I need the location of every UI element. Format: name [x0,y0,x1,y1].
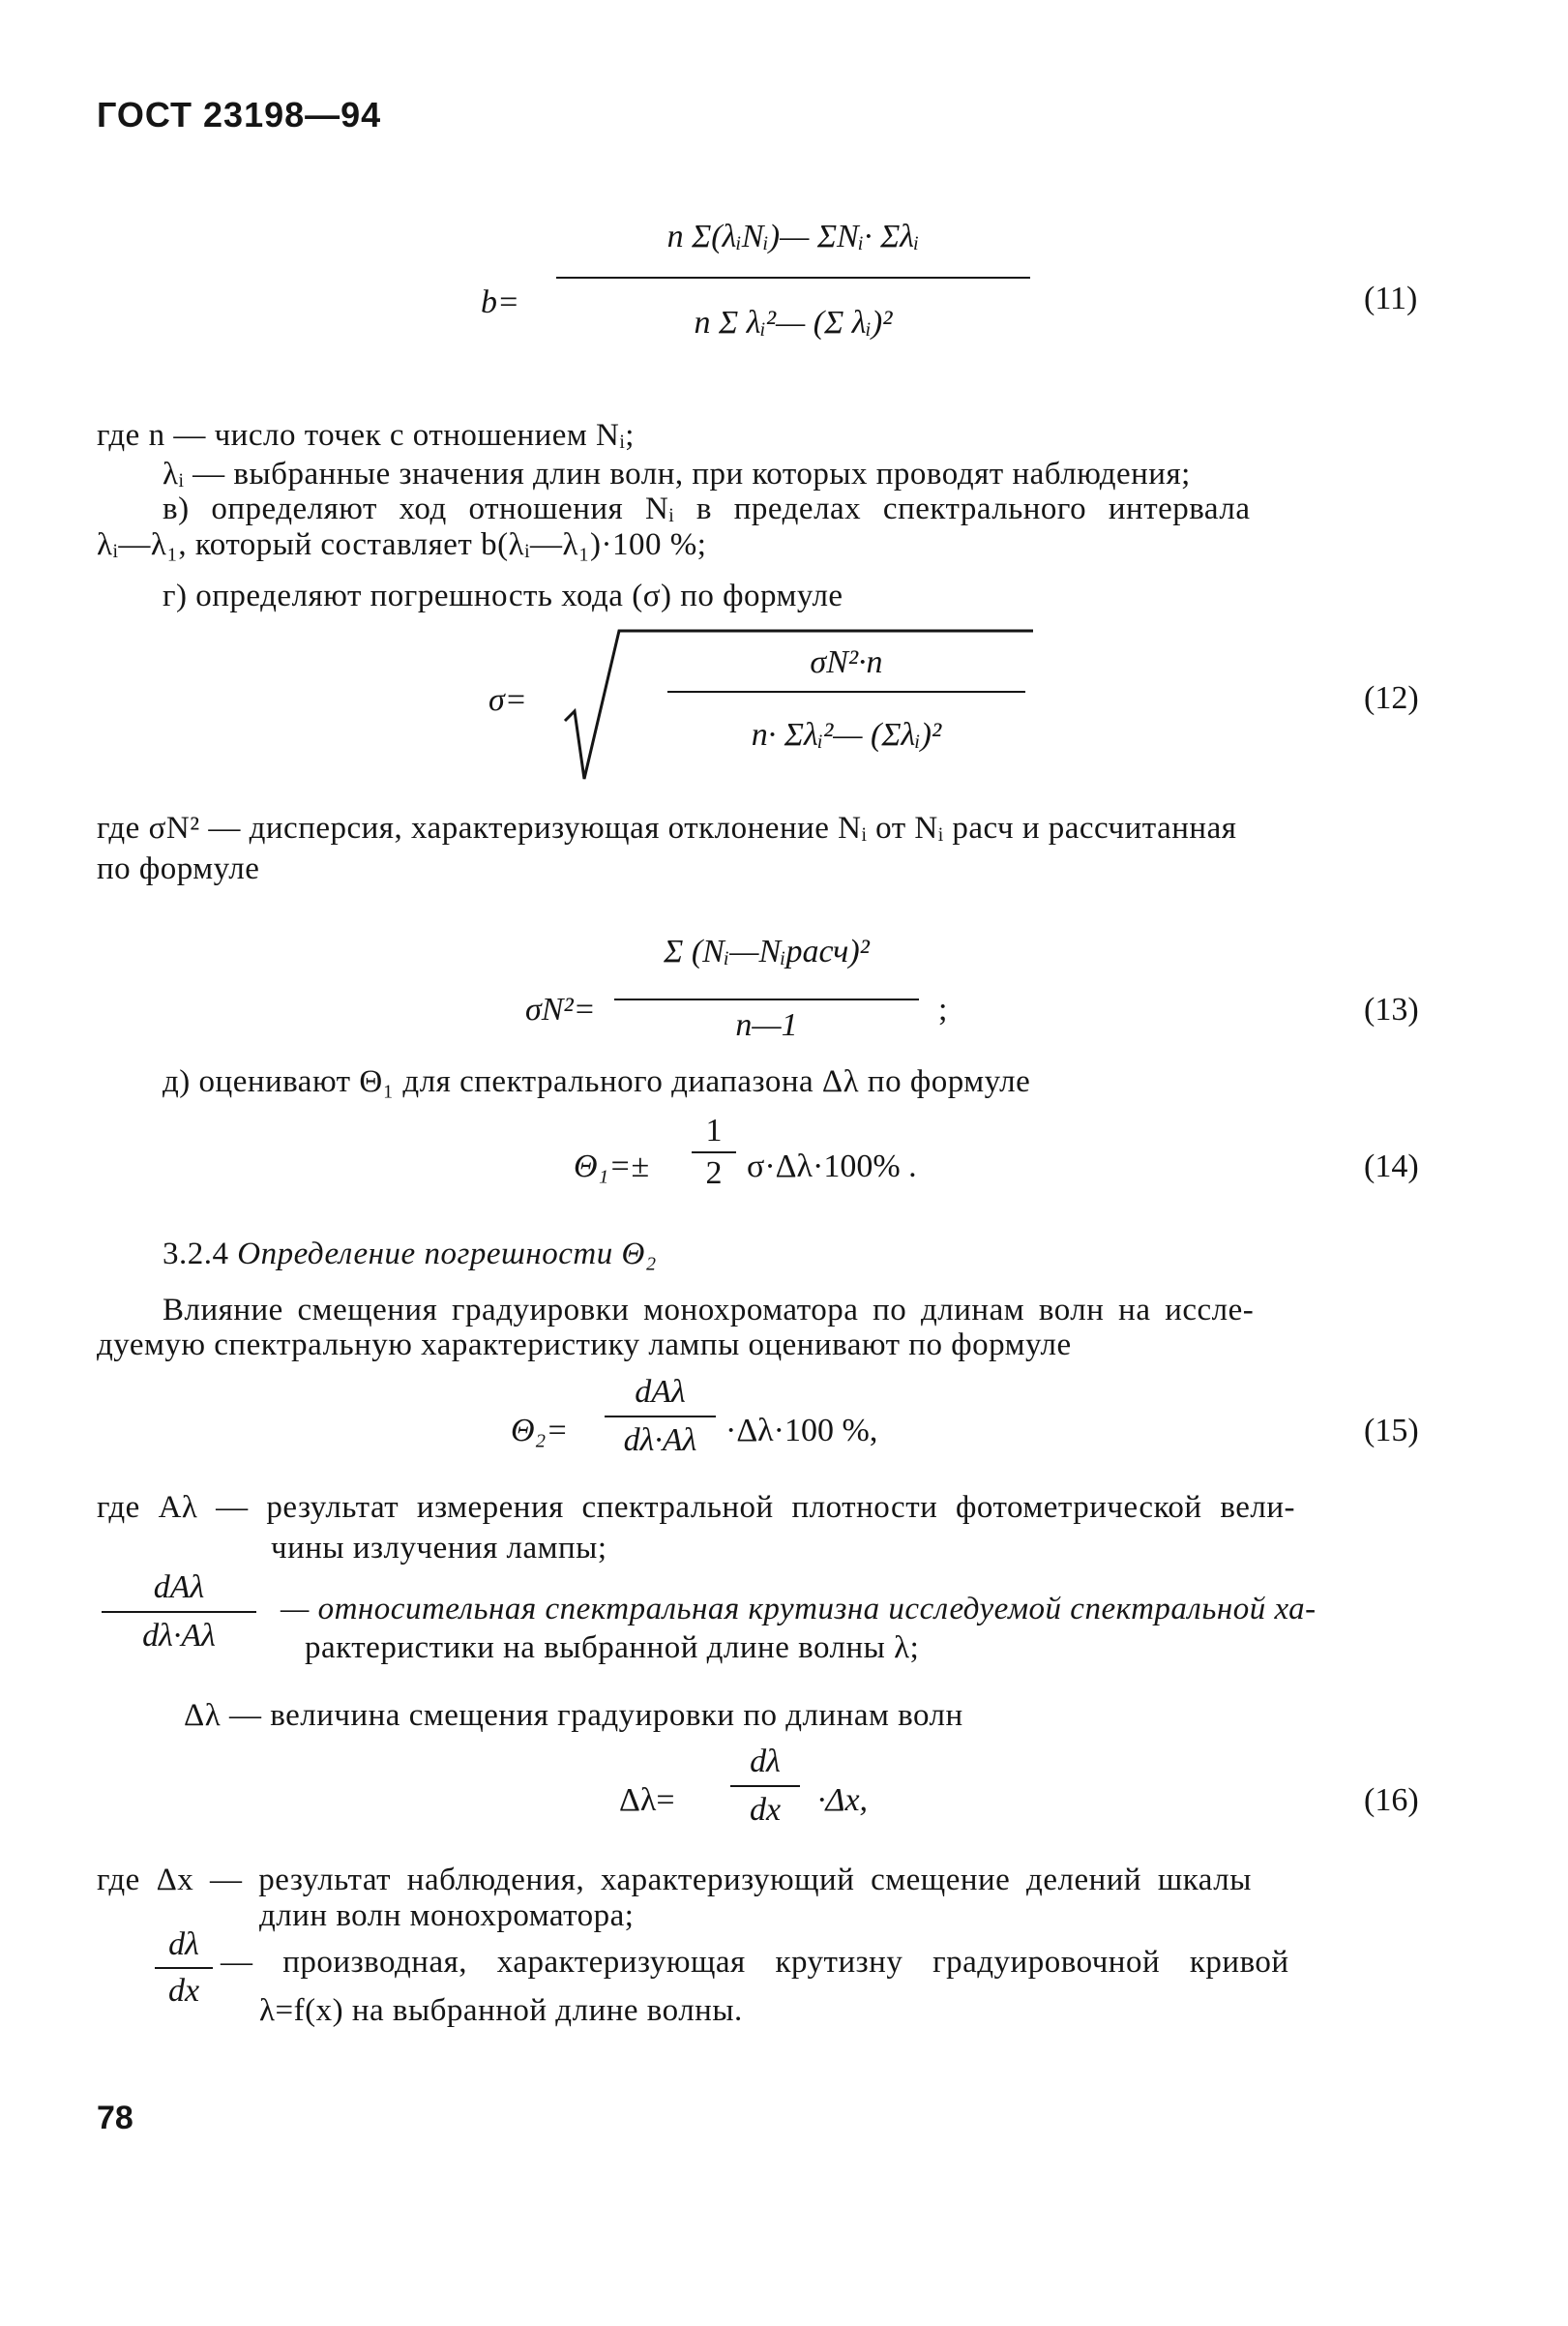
eq11-denominator: n Σ λᵢ²— (Σ λᵢ)² [694,305,893,341]
eq14-lhs: Θ₁=± [574,1148,649,1184]
text-by-formula: по формуле [97,851,260,886]
eq12-numerator: σN²·n [810,644,883,680]
text-A-lambda-cont: чины излучения лампы; [271,1531,607,1566]
eq15-fraction [605,1372,716,1461]
text-relative-slope: — относительная спектральная крутизна исследуемой спектральной ха- [281,1592,1317,1626]
text-delta-x-def: где Δx — результат наблюдения, характеризующий смещение делений шкалы [97,1863,1252,1897]
text-item-d: д) оценивают Θ₁ для спектрального диапазона Δλ по формуле [163,1064,1031,1099]
text-item-v: в) определяют ход отношения Nᵢ в пределах спектрального интервала [163,492,1251,526]
eq16-lhs: Δλ= [619,1782,675,1818]
inline-fraction-dA [102,1567,256,1656]
eq15-fraction-bar [605,1416,716,1417]
page-number: 78 [97,2100,133,2136]
eq11-label: (11) [1364,281,1418,316]
text-dispersion: где σN² — дисперсия, характеризующая отклонение Nᵢ от Nᵢ расч и рассчитанная [97,811,1237,846]
eq12-fraction [667,639,1025,774]
section-title: Определение погрешности Θ₂ [237,1237,657,1271]
eq12-label: (12) [1364,680,1419,716]
text-lambda-def: λᵢ — выбранные значения длин волн, при которых проводят наблюдения; [163,457,1191,492]
eq11-lhs: b= [481,284,519,320]
document-header: ГОСТ 23198—94 [97,95,382,134]
inline-fraction-dA-num: dAλ [153,1569,205,1605]
inline-fraction-dA-den: dλ·Aλ [142,1618,216,1654]
eq12-denominator: n· Σλᵢ²— (Σλᵢ)² [751,717,942,753]
text-interval: λᵢ—λ₁, который составляет b(λᵢ—λ₁)·100 %; [97,527,707,562]
eq13-fraction [614,910,919,1047]
text-item-g: г) определяют погрешность хода (σ) по формуле [163,579,843,613]
section-heading [163,1237,657,1272]
eq14-label: (14) [1364,1148,1419,1184]
eq14-numerator: 1 [705,1113,723,1148]
eq11-fraction-bar [556,277,1030,279]
inline-fraction-dl-num: dλ [168,1926,199,1962]
text-relative-slope-cont: рактеристики на выбранной длине волны λ; [305,1630,920,1665]
eq12-lhs: σ= [488,682,527,718]
eq16-denominator: dx [749,1792,782,1828]
eq13-label: (13) [1364,992,1419,1028]
eq11-fraction [556,203,1030,362]
eq13-semicolon: ; [938,992,948,1028]
eq16-label: (16) [1364,1782,1419,1818]
eq16-fraction [730,1742,800,1831]
eq16-numerator: dλ [750,1744,781,1779]
eq15-tail: ·Δλ·100 %, [725,1413,878,1448]
eq14-tail: σ·Δλ·100% . [747,1148,917,1184]
eq16-fraction-bar [730,1785,800,1787]
text-A-lambda-def: где Aλ — результат измерения спектральной плотности фотометрической вели- [97,1490,1295,1525]
section-number: 3.2.4 [163,1237,229,1271]
inline-fraction-dl [155,1925,213,2011]
eq16-tail: ·Δx, [817,1782,869,1818]
text-delta-x-cont: длин волн монохроматора; [259,1898,635,1933]
eq11-numerator: n Σ(λᵢNᵢ)— ΣNᵢ· Σλᵢ [666,219,920,254]
eq15-lhs: Θ₂= [511,1413,569,1448]
eq13-lhs: σN²= [525,992,596,1028]
inline-fraction-dl-bar [155,1967,213,1969]
text-influence: Влияние смещения градуировки монохроматора по длинам волн на иссле- [163,1293,1255,1327]
text-delta-lambda: Δλ — величина смещения градуировки по длинам волн [184,1698,963,1733]
inline-fraction-dl-den: dx [167,1973,200,2009]
eq15-denominator: dλ·Aλ [623,1422,697,1458]
text-influence-cont: дуемую спектральную характеристику лампы оценивают по формуле [97,1327,1072,1362]
eq14-fraction [692,1113,736,1192]
text-derivative: — производная, характеризующая крутизну градуировочной кривой [221,1945,1289,1980]
text-derivative-cont: λ=f(x) на выбранной длине волны. [259,1993,743,2028]
eq13-fraction-bar [614,999,919,1000]
eq15-numerator: dAλ [635,1374,686,1410]
eq13-denominator: n—1 [735,1007,798,1043]
eq12-fraction-bar [667,691,1025,693]
eq15-label: (15) [1364,1413,1419,1448]
eq13-numerator: Σ (Nᵢ—Nᵢрасч)² [664,934,870,969]
inline-fraction-dA-bar [102,1611,256,1613]
text-where-n: где n — число точек с отношением Nᵢ; [97,418,635,453]
eq14-denominator: 2 [705,1155,723,1191]
eq14-fraction-bar [692,1151,736,1153]
